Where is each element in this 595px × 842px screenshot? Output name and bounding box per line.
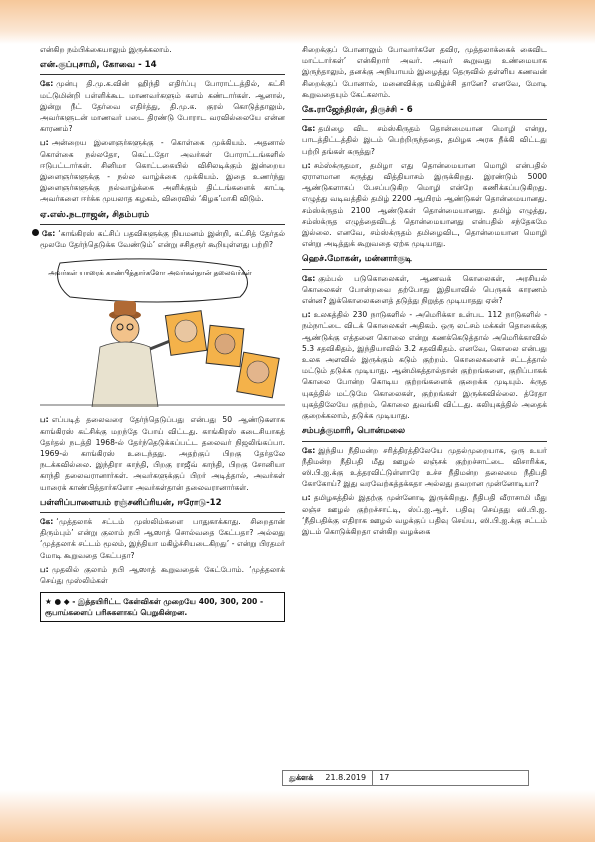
divider (302, 119, 547, 120)
intro-text: என்கிற நம்பிக்கையாலும் இருக்கலாம். (40, 45, 172, 54)
bottom-gradient-band (0, 790, 595, 842)
reader-name: என்.குப்புசாமி, கோவை - 14 (40, 60, 157, 71)
divider (302, 269, 547, 270)
answer-text: ப: அன்றைய இளைஞர்களுக்கு - கொள்கை முக்கியம். அதனால் கொள்கை நல்லதோ, கெட்டதோ அவர்கள் போராட்டங்களில் ஈடுபட்டார்கள். சினிமா கொட்டகையில் விசிலடிக்கும் இன்றைய இளைஞர்களுக்கு - நல்ல வாழ்க்கை முக்கியம். இதை உணர்ந்து இளைஞர்களுக்கு நல்வாழ்க்கை அளிக்கும் திட்டங்களைக் காட்டி அவர்களை ஈர்க்க முயலாத கழகம், விரைவில் ‘கிழக’மாகி விடும். (40, 138, 285, 204)
answer-label: ப: (302, 160, 311, 170)
divider (302, 441, 547, 442)
notice-stars-icon: ★ ● ◆ - (45, 597, 76, 607)
question-text: கே: ‘காங்கிரஸ் கட்சிப் பதவிகளுக்கு நியமனம் இன்றி, கட்சித் தேர்தல் மூலமே தேர்ந்தெடுக்க வேண்டும்’ என்று சசிதரூர் கூறியுள்ளது பற்றி? (40, 228, 285, 250)
answer-text: ப: தமிழகத்தில் இதற்கு முன்னோடி இருக்கிறது. நீதிபதி வீராசாமி மீது லஞ்ச ஊழல் குற்றச்சாட்டி, ஸ்ப்.ஐ.ஆர். பதிவு செய்தது ஸி.பி.ஐ. ‘நீதிபதிக்கு எதிராக ஊழல் வழக்குப் பதிவு செய்ய, ஸி.பி.ஐ.க்கு சட்டம் இடம் கொடுக்கிறதா என்கிற வழக்கை (302, 493, 547, 536)
question-text: கே: கும்பல் படுகொலைகள், ஆணவக் கொலைகள், அரசியல் கொலைகள் போன்றவை தற்போது இதியாவில் பெருகக் காரணம் என்ன? இக்கொலைகளைத் தடுத்து நிறுத்த முடியாதது ஏன்? (302, 273, 547, 306)
answer-label: ப: (302, 493, 311, 503)
right-column (302, 44, 547, 540)
left-column (40, 44, 285, 622)
page-footer (282, 770, 529, 786)
answer-text: ப: உலகத்தில் 230 நாடுகளில் - அமெரிக்கா உள்பட 112 நாடுகளில் - நம்நாட்டை விடக் கொலைகள் அதிகம். ஒரு லட்சம் மக்கள் தொகைக்கு ஆண்டுக்கு எத்தனை கொலை என்று கணக்கெடுத்தால் அமெரிக்காவில் 5.3 சதவிகிதம், இந்தியாவில் 3.2 சதவிகிதம். எனவே, கொலை என்பது உலக அளவில் இருக்கும் கடும் குற்றம். கொலைகளைச் சட்டத்தால் மட்டும் தடுக்க முடியாது. ஆன்மிகத்தால்தான் குற்றங்களை, குறிப்பாகக் கொலை போன்ற கொடிய குற்றங்களைக் குறைக்க முடியும். க்ருத யுகத்தில் மட்டுமே கொலைகள், குற்றங்கள் இருக்கவில்லை. த்ரேதா யுகத்திலேயே குற்றம், கொலை துவங்கி விட்டது. கலியுகத்தில் அதைக் குறைக்கலாம், தடுக்க முடியாது. (302, 310, 547, 421)
question-label: கே: (40, 517, 54, 527)
question-label: கே: (302, 124, 316, 134)
question-label: கே: (302, 445, 316, 455)
reader-name: ஹெச்.மோகன், மன்னார்குடி (302, 254, 412, 265)
magazine-name: துக்ளக் (289, 773, 314, 782)
top-gradient-band (0, 0, 595, 44)
question-label: கே: (40, 79, 54, 89)
answer-text: ப: எப்படித் தலைவரை தேர்ந்தெடுப்பது என்பது 50 ஆண்டுகளாக காங்கிரஸ் கட்சிக்கு மறந்தே போய் விட்டது. காங்கிரஸ் கடைசியாகத் தேர்தல் நடத்தி 1968-ல் தேர்ந்தெடுக்கப்பட்ட தலைவர் நிஜலிங்கப்பா. 1969-ல் காங்கிரஸ் உடைந்தது. அதற்குப் பிறகு தேர்தலே நடக்கவில்லை. இந்திரா காந்தி, பிறகு ராஜீவ் காந்தி, பிறகு சோனியா காந்தி தலைவரானார்கள். அவர்களுக்குப் பிறர் அடித்தால், அவர்கள் யாரைக் காண்பித்தார்களோ அவர்கள்தான் தலைவரானார்கள். (40, 415, 285, 492)
continued-answer-text: சிறைக்குப் போனாலும் போவார்களே தவிர, முத்தலாக்கைக் கைவிட மாட்டார்கள்’ என்கிறார் அவர். அவர் கூறுவது உண்மையாக இருந்தாலும், தனக்கு அநியாயம் இழைத்து தெருவில் தள்ளிய கணவன் சிறைக்குப் போனால், மனைவிக்கு மகிழ்ச்சி தானே? எனவே, மோடி கூறுவதையும் கேட்கலாம். (302, 45, 547, 99)
divider (40, 512, 285, 513)
cartoon-illustration (40, 257, 285, 407)
prize-notice-box (40, 592, 285, 622)
page-number: 17 (372, 771, 395, 785)
reader-name: கே.ராஜேந்திரன், திருச்சி - 6 (302, 105, 413, 116)
answer-label: ப: (40, 138, 49, 148)
answer-text: ப: முதலில் குலாம் நபி ஆஸாத் கூறுவதைக் கேட்போம். ‘முத்தலாக் செய்து முஸ்லிம்கள் (40, 564, 285, 586)
answer-label: ப: (40, 564, 49, 574)
reader-name: ஏ.எஸ்.நடராஜன், சிதம்பரம் (40, 209, 150, 220)
question-text: கே: இந்திய நீதிமன்ற சரித்திரத்திலேயே முதல்முறையாக, ஒரு உயர் நீதிமன்ற நீதிபதி மீது ஊழல் லஞ்சக் குற்றச்சாட்டை விசாரிக்க, ஸி.பி.ஐ.க்கு உத்தரவிட்டுள்ளாரே உச்ச நீதிமன்ற தலைமை நீதிபதி கோகோய்? இது வரவேற்கத்தக்கதா அல்லது தவறான முன்னோடியா? (302, 445, 547, 489)
question-label: கே: (42, 228, 56, 238)
question-label: கே: (302, 273, 316, 283)
answer-label: ப: (40, 415, 49, 425)
prize-notice-text: இத்தயிரிட்ட கேள்விகள் முறையே 400, 300, 200 - ரூபாய்களைப் பரிசுகளாகப் பெறுகின்றன. (45, 597, 264, 618)
answer-label: ப: (302, 310, 311, 320)
reader-name: பள்ளிப்பாளையம் ரஞ்சனிப்ரியன், ஈரோடு-12 (40, 497, 222, 508)
page-content (40, 44, 560, 764)
question-text: கே: முன்பு தி.மு.க.வின் ஹிந்தி எதிர்ப்பு போராட்டத்தில், கட்சி மட்டுமின்றி பள்ளிக்கூட மாணவர்களும் களம் கண்டார்கள். ஆனால், இன்று நீட் தேர்வை எதிர்த்து, தி.மு.க. குரல் கொடுத்தாலும், அவர்களுடன் மாணவர் படை திரண்டு போராட வரவில்லையே என்ன காரணம்? (40, 79, 285, 134)
divider (40, 74, 285, 75)
question-text: கே: தமிழை விட சம்ஸ்கிருதம் தொன்மையான மொழி என்று, பாடத்திட்டத்தில் இடம் பெற்றிருந்ததை, தமிழக அரசு நீக்கி விட்டது பற்றி தங்கள் கருத்து? (302, 124, 547, 156)
cartoon-caption: அவர்கள் யாரைக் காண்பித்தார்களோ அவர்கள்தான் தலைவர்கள் (48, 269, 252, 278)
reader-name: சம்பத்குமாரி, பொன்மலை (302, 426, 406, 437)
issue-date: 21.8.2019 (325, 773, 367, 782)
question-text: கே: ‘முத்தலாக் சட்டம் முஸ்லிம்களை பாதுகாக்காது. சிறைதான் திரும்பும்’ என்று குலாம் நபி ஆஸாத் சொல்வதை கேட்பதா? அல்லது ‘முத்தலாக் சட்டம் மூலம், இந்தியா மகிழ்ச்சியடைகிறது’ - என்று பிரதமர் மோடி கூறுவதை கேட்பதா? (40, 517, 285, 560)
answer-text: ப: சம்ஸ்க்ருதமா, தமிழா எது தொன்மையான மொழி என்பதில் ஏராளமான கருத்து வித்தியாசம் இருக்கிறது. இரண்டும் 5000 ஆண்டுகளாகப் பேசப்படுகிற மொழி என்றே கணிக்கப்படுகிறது. எழுத்து வடிவத்தில் தமிழ் 2200 ஆயிரம் ஆண்டுகள் தொன்மையானது. சம்ஸ்க்ருதம் 2100 ஆண்டுகள் தொன்மையானது. தமிழ் எழுத்து, சம்ஸ்க்ருத எழுத்தைவிடத் தொன்மையானது என்பதில் சந்தேகமே இல்லை. எனவே, சம்ஸ்க்ருதம் தமிழைவிட, தொன்மையான மொழி என்று அடித்துக் கூறுவதை ஏற்க முடியாது. (302, 160, 547, 249)
divider (40, 224, 285, 225)
bullet-icon (32, 229, 39, 236)
